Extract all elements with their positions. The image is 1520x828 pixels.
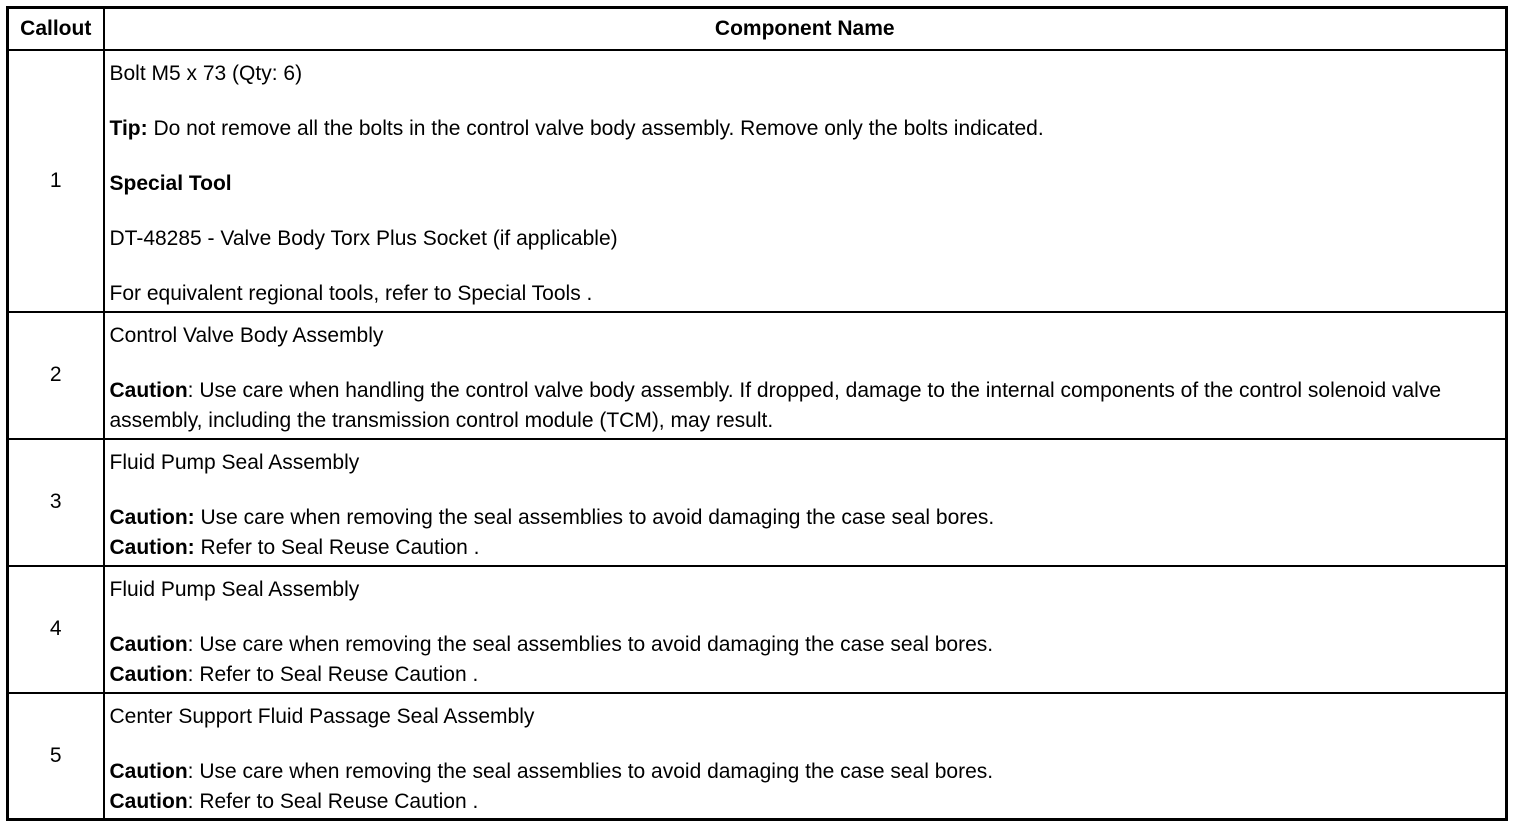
tip-text: Do not remove all the bolts in the control valve body assembly. Remove only the bolts indicated.	[147, 116, 1044, 140]
caution-text: : Use care when removing the seal assemblies to avoid damaging the case seal bores.	[187, 759, 994, 783]
component-description	[104, 693, 1507, 820]
caution-text: Use care when removing the seal assemblies to avoid damaging the case seal bores.	[194, 505, 995, 529]
callout-number: 2	[8, 312, 104, 439]
caution-note	[110, 660, 1500, 690]
component-description	[104, 312, 1507, 439]
caution-note	[110, 787, 1500, 817]
component-name: Control Valve Body Assembly	[109, 323, 384, 347]
callout-header: Callout	[8, 8, 104, 50]
table-row	[8, 439, 1507, 566]
caution-note	[110, 503, 1500, 533]
special-tool-label: Special Tool	[109, 171, 232, 195]
caution-text: : Use care when handling the control valve body assembly. If dropped, damage to the internal components of the control solenoid valve assembly, including the transmission control module (TCM), may result.	[109, 378, 1442, 432]
caution-note	[110, 757, 1500, 787]
component-name: Fluid Pump Seal Assembly	[109, 577, 360, 601]
component-description	[104, 566, 1507, 693]
tip-note	[110, 114, 1500, 144]
component-table	[6, 6, 1508, 821]
caution-text: : Refer to Seal Reuse Caution .	[187, 662, 479, 686]
caution-label: Caution	[109, 789, 188, 813]
caution-label: Caution:	[109, 535, 195, 559]
tip-label: Tip:	[109, 116, 148, 140]
caution-text: : Refer to Seal Reuse Caution .	[187, 789, 479, 813]
caution-text: : Use care when removing the seal assemblies to avoid damaging the case seal bores.	[187, 632, 994, 656]
special-tool-item: DT-48285 - Valve Body Torx Plus Socket (if applicable)	[109, 226, 618, 250]
component-description	[104, 439, 1507, 566]
caution-label: Caution	[109, 662, 188, 686]
component-name: Center Support Fluid Passage Seal Assembly	[109, 704, 535, 728]
component-name: Fluid Pump Seal Assembly	[109, 450, 360, 474]
callout-number: 5	[8, 693, 104, 820]
caution-note	[110, 533, 1500, 563]
table-header-row	[8, 8, 1507, 50]
component-name-header: Component Name	[104, 8, 1507, 50]
table-row	[8, 312, 1507, 439]
callout-number: 3	[8, 439, 104, 566]
caution-label: Caution	[109, 759, 188, 783]
table-row	[8, 693, 1507, 820]
component-name: Bolt M5 x 73 (Qty: 6)	[109, 61, 303, 85]
regional-tools-note: For equivalent regional tools, refer to Special Tools .	[109, 281, 593, 305]
caution-note	[110, 630, 1500, 660]
table-row	[8, 50, 1507, 312]
caution-label: Caution:	[109, 505, 195, 529]
component-description	[104, 50, 1507, 312]
callout-number: 1	[8, 50, 104, 312]
caution-label: Caution	[109, 378, 188, 402]
callout-number: 4	[8, 566, 104, 693]
caution-text: Refer to Seal Reuse Caution .	[194, 535, 480, 559]
caution-note	[110, 376, 1500, 436]
special-tool-heading	[110, 169, 1500, 199]
table-row	[8, 566, 1507, 693]
caution-label: Caution	[109, 632, 188, 656]
